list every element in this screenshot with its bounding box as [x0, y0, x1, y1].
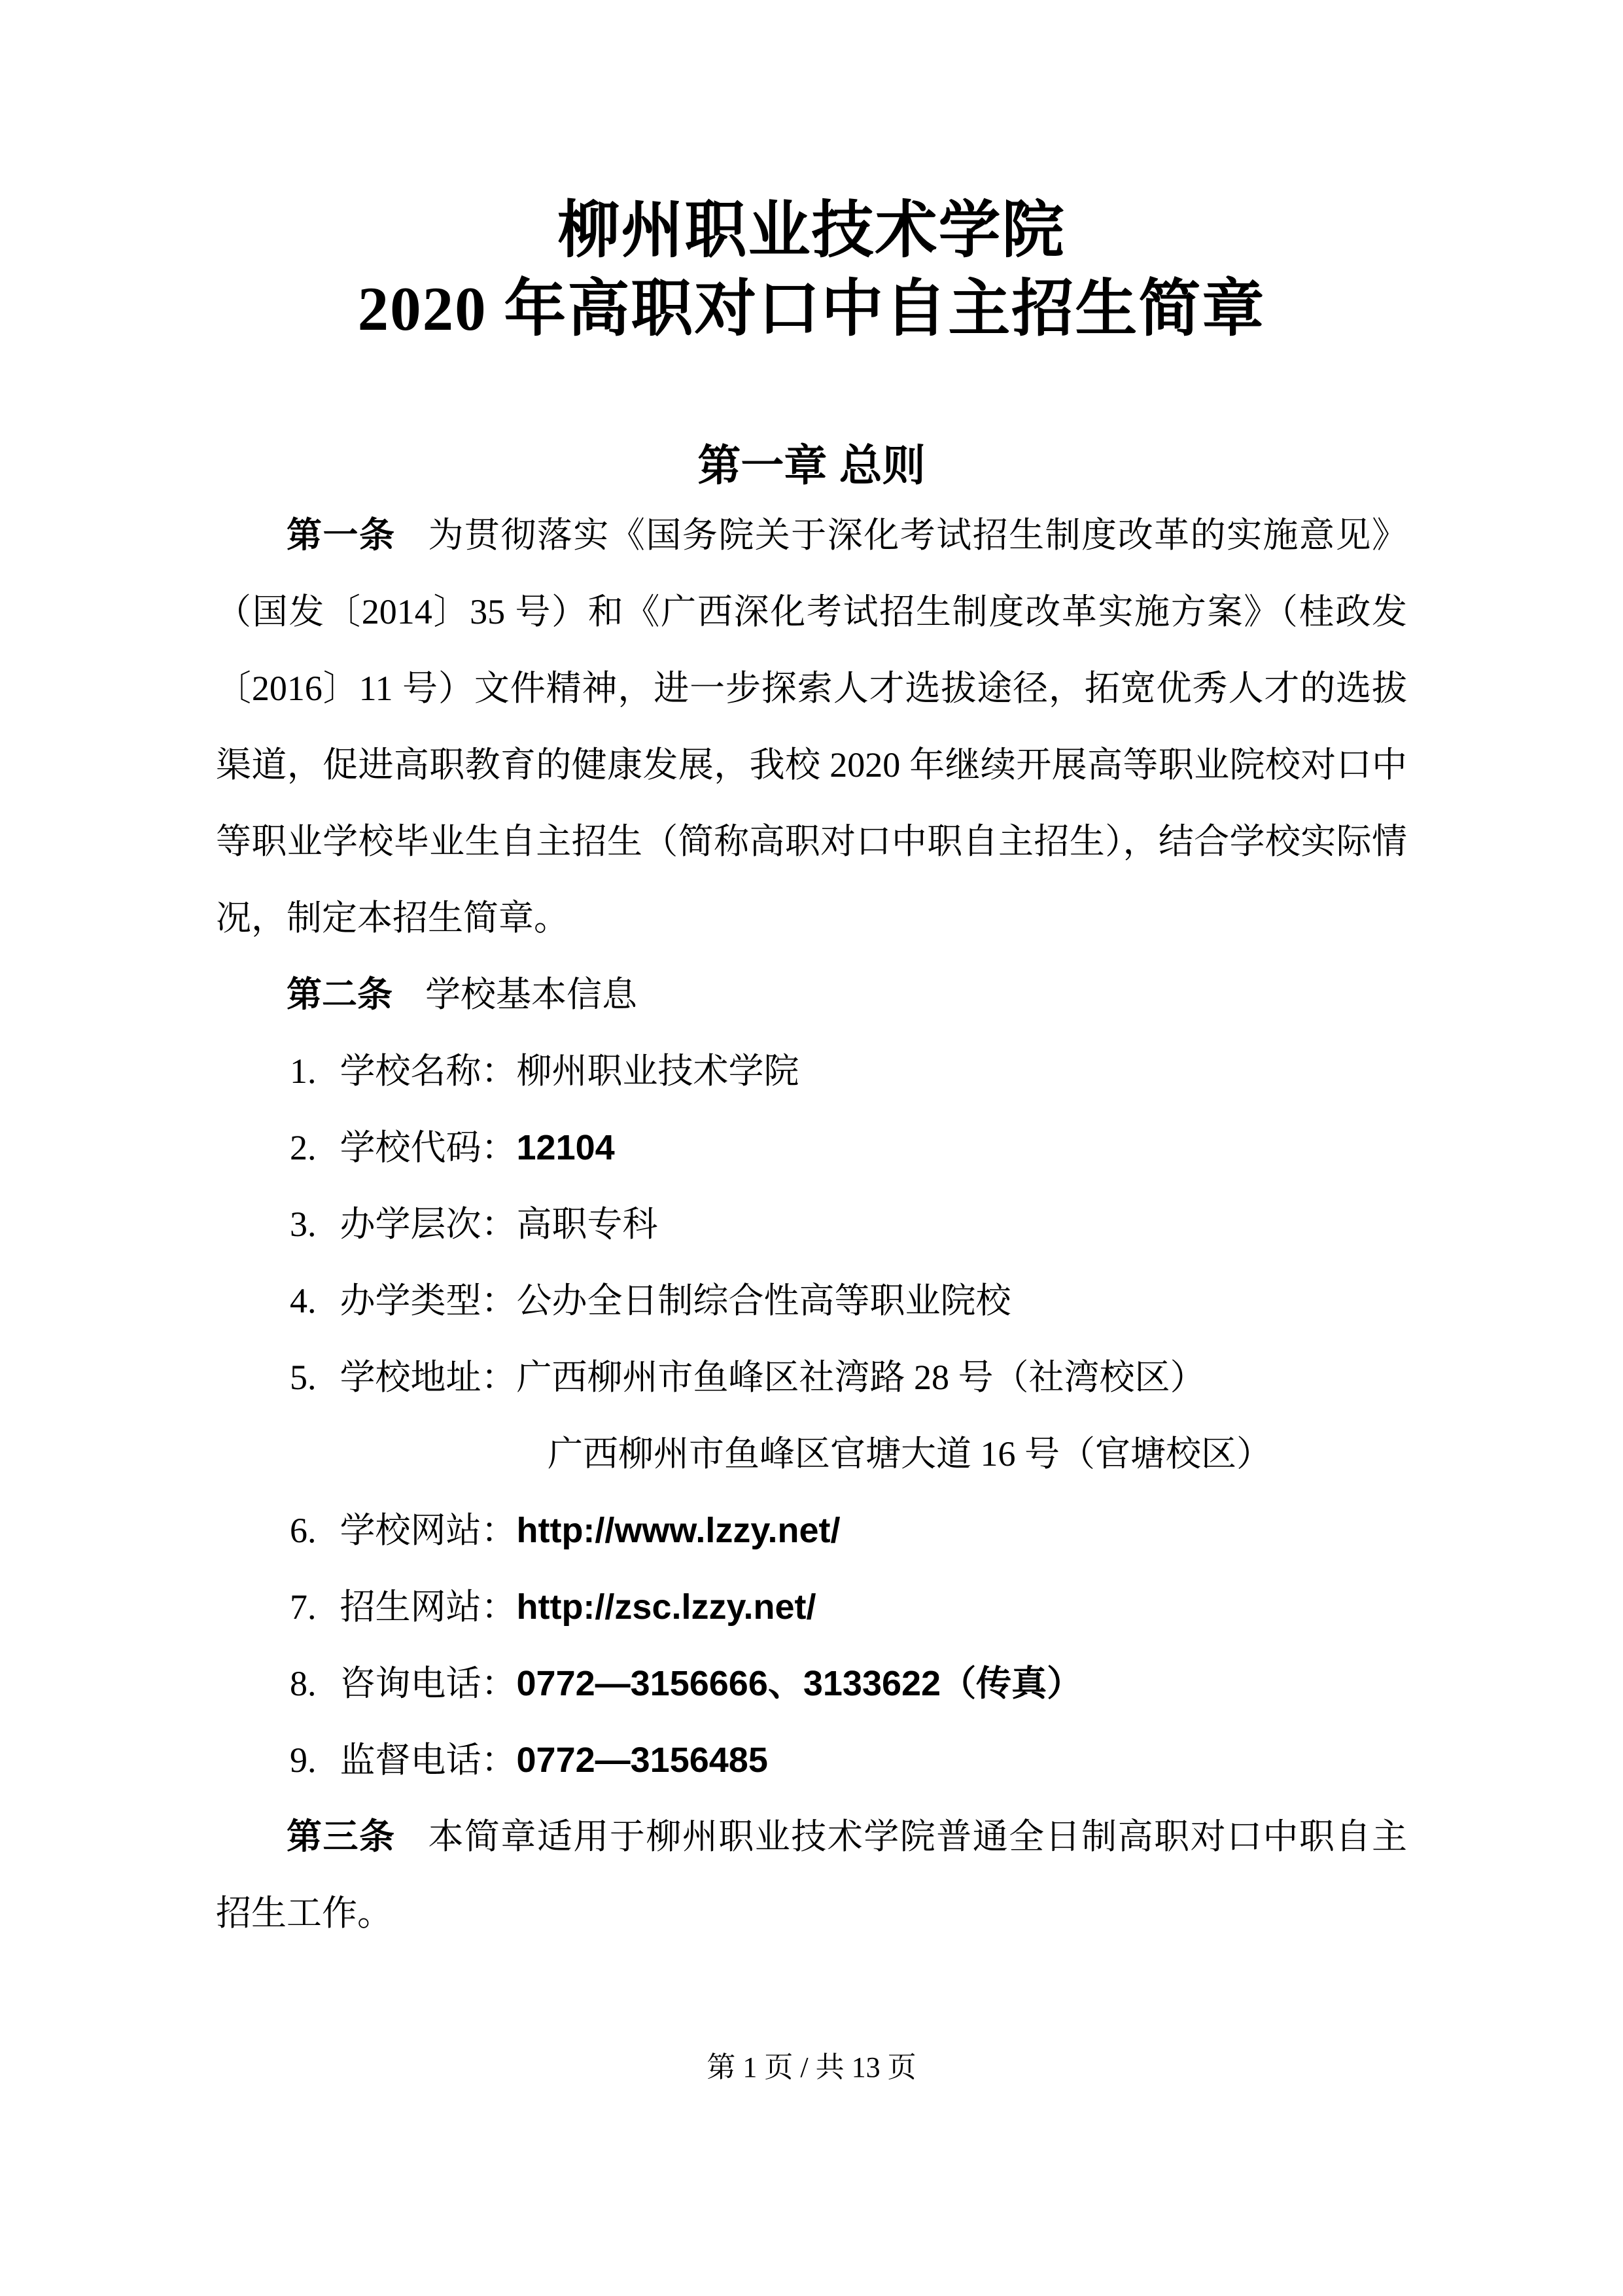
list-item-school-name — [216, 1033, 1407, 1110]
document-body — [216, 497, 1407, 1952]
item-value admissions-website-url: http://zsc.lzzy.net/ — [516, 1587, 816, 1627]
school-info-list — [216, 1033, 1407, 1799]
item-label: 咨询电话： — [340, 1664, 517, 1703]
item-number: 4. — [290, 1281, 317, 1320]
item-value supervise-phone-number: 0772—3156485 — [516, 1740, 768, 1780]
article-1-label: 第一条 — [287, 516, 396, 555]
item-label: 办学层次： — [340, 1205, 517, 1244]
article-1 — [216, 497, 1407, 957]
list-item-school-type — [216, 1263, 1407, 1339]
list-item-school-website — [216, 1492, 1407, 1569]
item-number: 2. — [290, 1128, 317, 1167]
item-label: 学校名称： — [340, 1051, 517, 1091]
item-value: 广西柳州市鱼峰区社湾路 28 号（社湾校区） — [516, 1358, 1206, 1397]
item-label: 学校网站： — [340, 1511, 517, 1550]
article-2-label: 第二条 — [287, 975, 393, 1014]
article-2-text: 学校基本信息 — [425, 975, 637, 1014]
item-number: 9. — [290, 1740, 317, 1780]
item-value: 12104 — [516, 1128, 615, 1167]
title-line-1: 柳州职业技术学院 — [557, 196, 1066, 265]
list-item-school-address — [216, 1339, 1407, 1416]
page-number: 第 1 页 / 共 13 页 — [707, 2051, 916, 2083]
document-title — [216, 191, 1407, 348]
list-item-consult-phone — [216, 1646, 1407, 1722]
item-number: 6. — [290, 1511, 317, 1550]
list-item-admissions-website — [216, 1569, 1407, 1646]
item-label: 办学类型： — [340, 1281, 517, 1320]
item-value: 柳州职业技术学院 — [516, 1051, 799, 1091]
school-address-line-2 — [216, 1416, 1407, 1492]
item-value: 广西柳州市鱼峰区官塘大道 16 号（官塘校区） — [548, 1434, 1272, 1474]
article-3-label: 第三条 — [287, 1817, 396, 1856]
article-1-text: 为贯彻落实《国务院关于深化考试招生制度改革的实施意见》（国发〔2014〕35 号）和《广西深化考试招生制度改革实施方案》（桂政发〔2016〕11 号）文件精神，进一步探索人才选拔途径，拓宽优秀人才的选拔渠道，促进高职教育的健康发展，我校 2020 年继续开展高等职业院校对口中等职业学校毕业生自主招生（简称高职对口中职自主招生），结合学校实际情况，制定本招生简章。 — [216, 516, 1408, 938]
item-value: 高职专科 — [516, 1205, 658, 1244]
item-number: 7. — [290, 1587, 317, 1627]
item-label: 学校地址： — [340, 1358, 517, 1397]
item-number: 8. — [290, 1664, 317, 1703]
article-3-text: 本简章适用于柳州职业技术学院普通全日制高职对口中职自主招生工作。 — [216, 1817, 1408, 1933]
item-value: 公办全日制综合性高等职业院校 — [516, 1281, 1011, 1320]
item-number: 3. — [290, 1205, 317, 1244]
item-label: 招生网站： — [340, 1587, 517, 1627]
title-line-2: 2020 年高职对口中自主招生简章 — [357, 274, 1266, 344]
list-item-supervise-phone — [216, 1722, 1407, 1799]
article-2 — [216, 957, 1407, 1033]
item-number: 5. — [290, 1358, 317, 1397]
item-value consult-phone-number: 0772—3156666、3133622（传真） — [516, 1664, 1083, 1703]
item-value school-website-url: http://www.lzzy.net/ — [516, 1511, 841, 1550]
chapter-heading: 第一章 总则 — [697, 441, 926, 489]
article-3 — [216, 1799, 1407, 1952]
item-label: 监督电话： — [340, 1740, 517, 1780]
list-item-school-code — [216, 1110, 1407, 1186]
item-number: 1. — [290, 1051, 317, 1091]
list-item-education-level — [216, 1186, 1407, 1263]
item-label: 学校代码： — [340, 1128, 517, 1167]
